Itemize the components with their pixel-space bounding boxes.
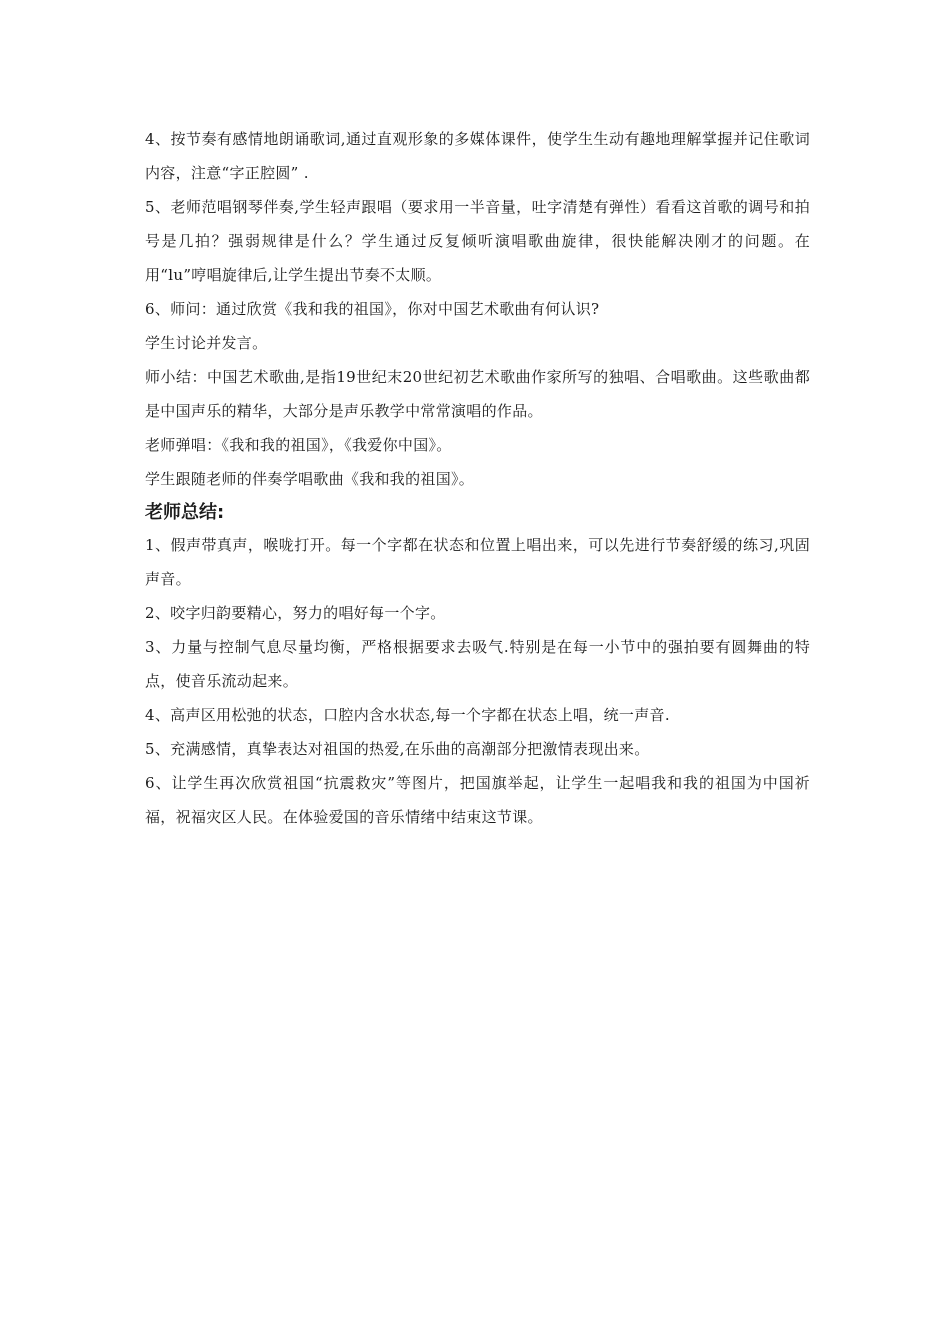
paragraph-step-5: 5、老师范唱钢琴伴奏,学生轻声跟唱（要求用一半音量，吐字清楚有弹性）看看这首歌的调号和拍号是几拍？强弱规律是什么？学生通过反复倾听演唱歌曲旋律，很快能解决刚才的问题。在用“lu”哼唱旋律后,让学生提出节奏不太顺。 [145,198,810,284]
paragraph-students-learn: 学生跟随老师的伴奏学唱歌曲《我和我的祖国》。 [145,470,475,488]
summary-item: 6、让学生再次欣赏祖国“抗震救灾”等图片，把国旗举起，让学生一起唱我和我的祖国为中国祈福，祝福灾区人民。在体验爱国的音乐情绪中结束这节课。 [145,774,810,826]
paragraph-student-discussion: 学生讨论并发言。 [145,334,268,352]
summary-item: 2、咬字归韵要精心，努力的唱好每一个字。 [145,604,446,622]
summary-item: 3、力量与控制气息尽量均衡，严格根据要求去吸气.特别是在每一小节中的强拍要有圆舞曲的特点，使音乐流动起来。 [145,638,810,690]
paragraph-step-6: 6、师问：通过欣赏《我和我的祖国》，你对中国艺术歌曲有何认识? [145,300,600,318]
summary-item: 4、高声区用松弛的状态，口腔内含水状态,每一个字都在状态上唱，统一声音. [145,706,670,724]
paragraph-teacher-performs: 老师弹唱：《我和我的祖国》，《我爱你中国》。 [145,436,452,454]
summary-item: 1、假声带真声，喉咙打开。每一个字都在状态和位置上唱出来，可以先进行节奏舒缓的练习,巩固声音。 [145,536,810,588]
summary-item: 5、充满感情，真挚表达对祖国的热爱,在乐曲的高潮部分把激情表现出来。 [145,740,650,758]
paragraph-step-4: 4、按节奏有感情地朗诵歌词,通过直观形象的多媒体课件，使学生生动有趣地理解掌握并记住歌词内容，注意“字正腔圆” . [145,130,810,182]
document-page [145,122,810,834]
summary-heading: 老师总结: [145,502,225,523]
paragraph-teacher-recap: 师小结：中国艺术歌曲,是指19世纪末20世纪初艺术歌曲作家所写的独唱、合唱歌曲。这些歌曲都是中国声乐的精华，大部分是声乐教学中常常演唱的作品。 [145,368,810,420]
